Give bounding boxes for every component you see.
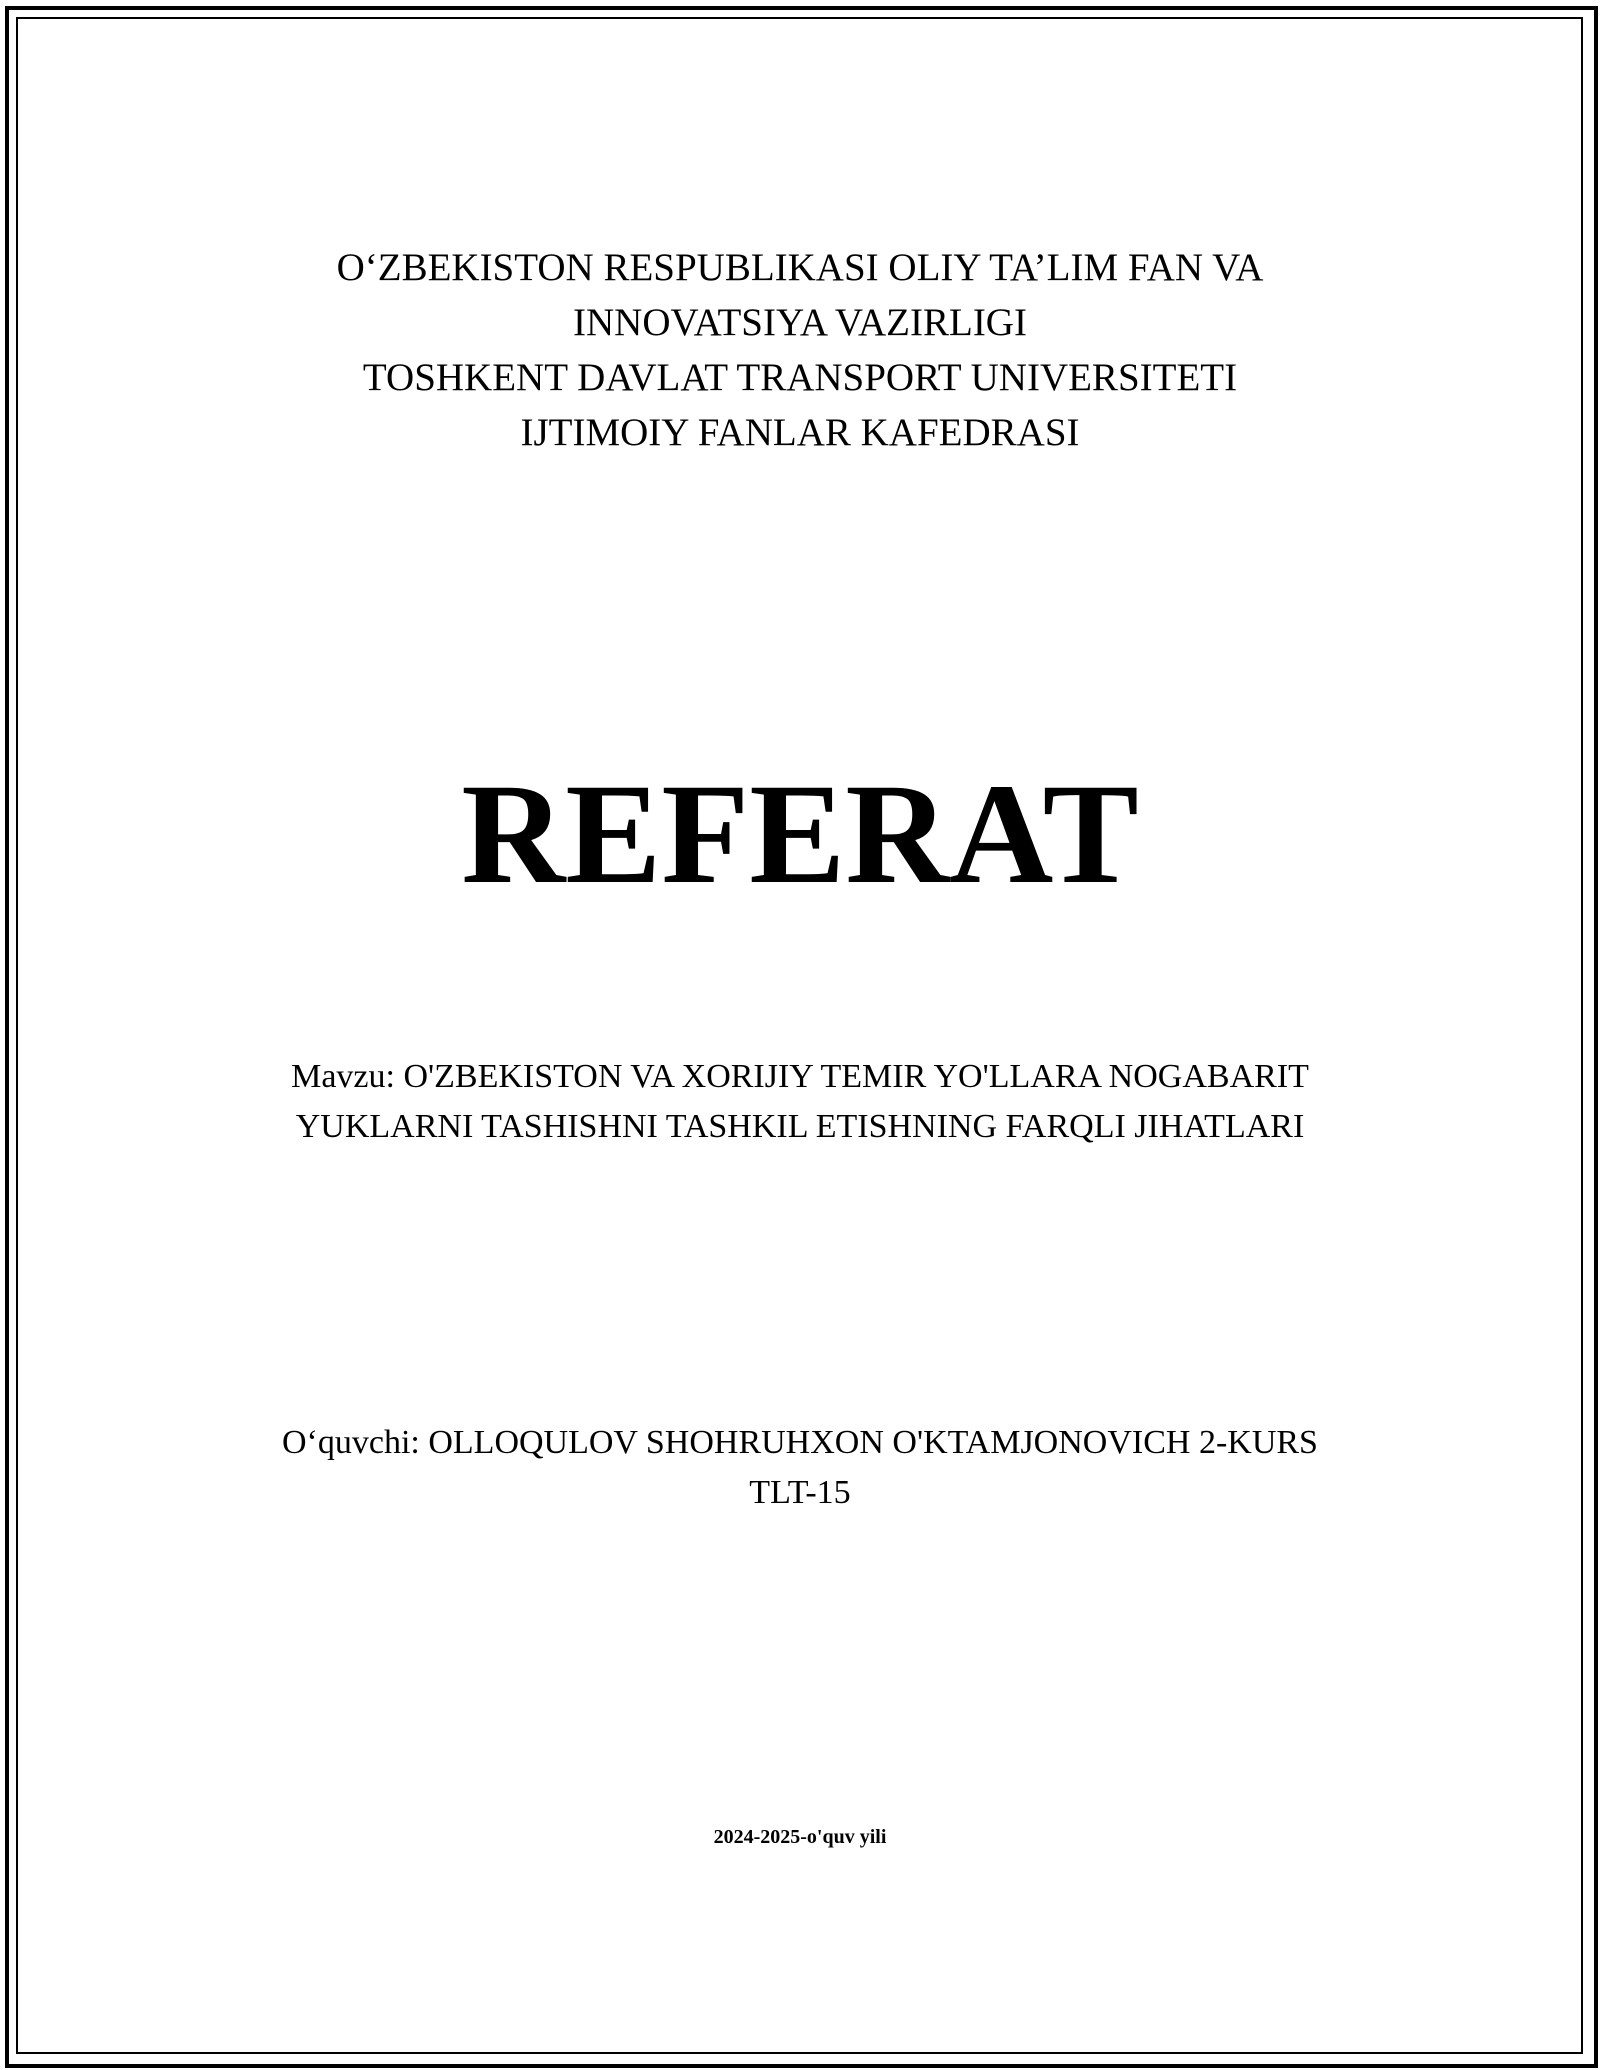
institution-header xyxy=(0,240,1600,460)
student-line-name: O‘quvchi: OLLOQULOV SHOHRUHXON O'KTAMJONOVICH 2-KURS xyxy=(282,1424,1318,1461)
student-line-group: TLT-15 xyxy=(749,1474,851,1511)
topic-line-1: Mavzu: O'ZBEKISTON VA XORIJIY TEMIR YO'LLARA NOGABARIT xyxy=(291,1058,1309,1095)
topic-line-2: YUKLARNI TASHISHNI TASHKIL ETISHNING FARQLI JIHATLARI xyxy=(295,1108,1305,1145)
academic-year: 2024-2025-o'quv yili xyxy=(713,1826,887,1848)
topic-block xyxy=(0,1052,1600,1152)
header-line-ministry-2: INNOVATSIYA VAZIRLIGI xyxy=(573,301,1027,344)
header-line-university: TOSHKENT DAVLAT TRANSPORT UNIVERSITETI xyxy=(362,356,1238,399)
student-block xyxy=(0,1418,1600,1518)
header-line-ministry-1: O‘ZBEKISTON RESPUBLIKASI OLIY TA’LIM FAN VA xyxy=(336,246,1264,289)
header-line-department: IJTIMOIY FANLAR KAFEDRASI xyxy=(520,411,1080,454)
document-title: REFERAT xyxy=(461,755,1139,914)
